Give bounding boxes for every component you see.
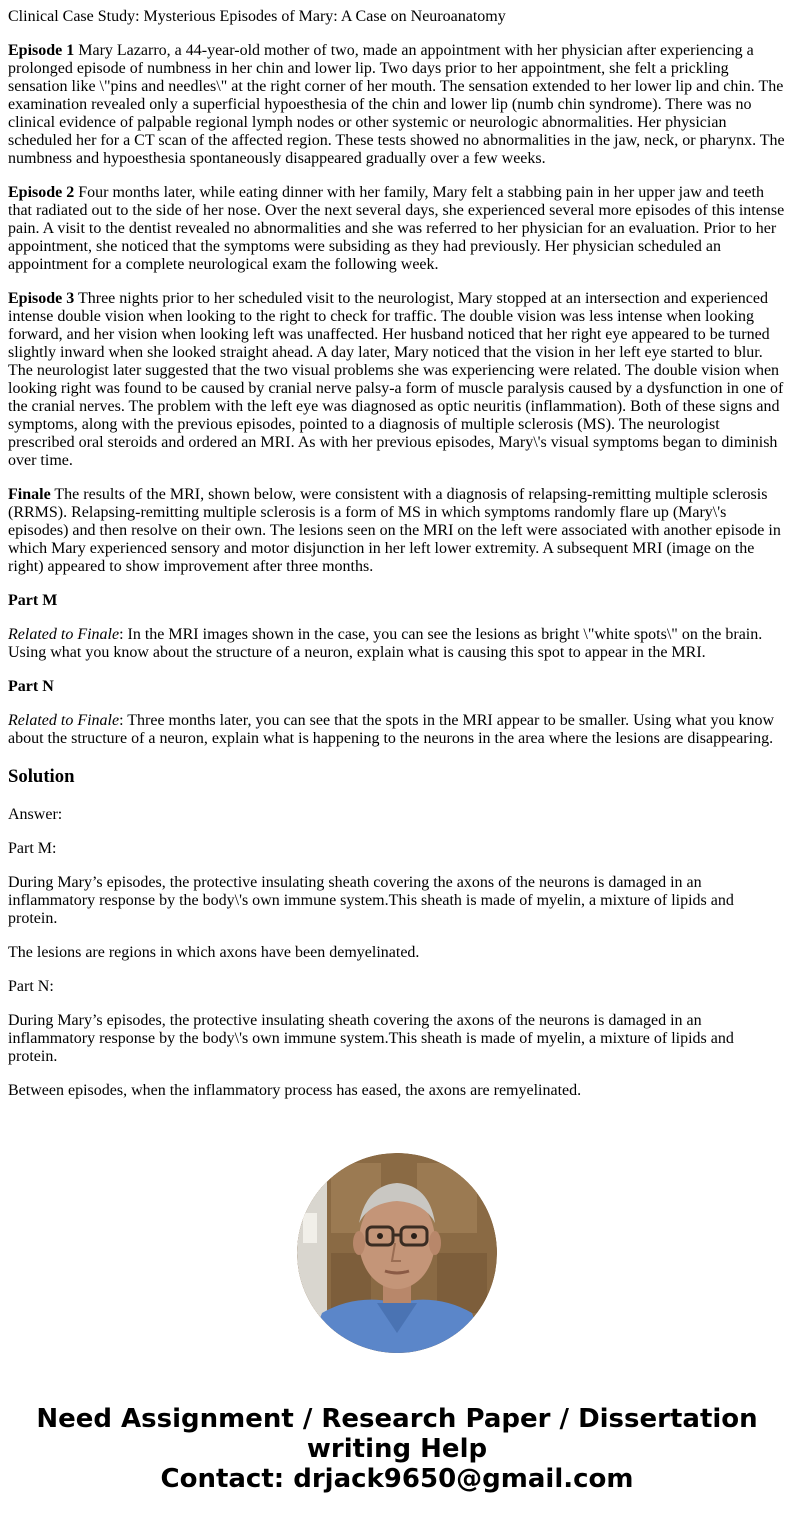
part-n-related: Related to Finale: [8, 712, 120, 729]
part-m-answer-label: Part M:: [8, 840, 57, 857]
solution-heading: Solution: [8, 766, 75, 787]
part-m-answer-paragraph-1: During Mary’s episodes, the protective insulating sheath covering the axons of the neurons is damaged in an inflammatory response by the body\'s own immune system.This sheath is made of myelin, a mixture of lipids and protein.: [8, 874, 734, 927]
part-n-question-text: : Three months later, you can see that the spots in the MRI appear to be smaller. Using what you know about the structure of a neuron, explain what is happening to the neurons in the area where the lesions are disappearing.: [8, 712, 774, 747]
part-m-question-text: : In the MRI images shown in the case, you can see the lesions as bright \"white spots\" on the brain. Using what you know about the structure of a neuron, explain what is causing this spot to appear in the MRI.: [8, 626, 763, 661]
article: [8, 0, 786, 1116]
author-portrait-image: [297, 1153, 497, 1353]
part-n-answer-paragraph-1: During Mary’s episodes, the protective insulating sheath covering the axons of the neurons is damaged in an inflammatory response by the body\'s own immune system.This sheath is made of myelin, a mixture of lipids and protein.: [8, 1012, 734, 1065]
finale-label: Finale: [8, 486, 51, 503]
episode-3-text: Three nights prior to her scheduled visit to the neurologist, Mary stopped at an intersection and experienced intense double vision when looking to the right to check for traffic. The double vision was less intense when looking forward, and her vision when looking left was unaffected. Her husband noticed that her right eye appeared to be turned slightly inward when she looked straight ahead. A day later, Mary noticed that the vision in her left eye started to blur. The neurologist later suggested that the two visual problems she was experiencing were related. The double vision when looking right was found to be caused by cranial nerve palsy-a form of muscle paralysis caused by a dysfunction in one of the cranial nerves. The problem with the left eye was diagnosed as optic neuritis (inflammation). Both of these signs and symptoms, along with the previous episodes, pointed to a diagnosis of multiple sclerosis (MS). The neurologist prescribed oral steroids and ordered an MRI. As with her previous episodes, Mary\'s visual symptoms began to diminish over time.: [8, 290, 784, 469]
finale-text: The results of the MRI, shown below, were consistent with a diagnosis of relapsing-remitting multiple sclerosis (RRMS). Relapsing-remitting multiple sclerosis is a form of MS in which symptoms randomly flare up (Mary\'s episodes) and then resolve on their own. The lesions seen on the MRI on the left were associated with another episode in which Mary experienced sensory and motor disjunction in her left lower extremity. A subsequent MRI (image on the right) appeared to show improvement after three months.: [8, 486, 781, 575]
promo-line-1: Need Assignment / Research Paper / Dissertation: [36, 1404, 758, 1434]
promo-line-2: writing Help: [306, 1434, 488, 1464]
author-avatar: [297, 1153, 497, 1353]
episode-1-text: Mary Lazarro, a 44-year-old mother of two, made an appointment with her physician after experiencing a prolonged episode of numbness in her chin and lower lip. Two days prior to her appointment, she felt a prickling sensation like \"pins and needles\" at the right corner of her mouth. The sensation extended to her lower lip and chin. The examination revealed only a superficial hypoesthesia of the chin and lower lip (numb chin syndrome). There was no clinical evidence of palpable regional lymph nodes or other systemic or neurologic abnormalities. Her physician scheduled her for a CT scan of the affected region. These tests showed no abnormalities in the jaw, neck, or pharynx. The numbness and hypoesthesia spontaneously disappeared gradually over a few weeks.: [8, 42, 785, 167]
promo-banner: [0, 1404, 794, 1494]
part-n-question: [8, 712, 786, 748]
episode-3: [8, 290, 786, 470]
part-n-answer-paragraph-2: Between episodes, when the inflammatory process has eased, the axons are remyelinated.: [8, 1082, 582, 1099]
part-n-answer-label: Part N:: [8, 978, 54, 995]
part-n-heading: [8, 678, 786, 696]
episode-3-label: Episode 3: [8, 290, 75, 307]
promo-contact: Contact: drjack9650@gmail.com: [160, 1464, 634, 1494]
part-m-answer-paragraph-2: The lesions are regions in which axons have been demyelinated.: [8, 944, 420, 961]
part-m-related: Related to Finale: [8, 626, 120, 643]
part-m-question: [8, 626, 786, 662]
part-m-heading-text: Part M: [8, 592, 58, 609]
episode-2: [8, 184, 786, 274]
page-title: Clinical Case Study: Mysterious Episodes of Mary: A Case on Neuroanatomy: [8, 8, 506, 25]
part-n-heading-text: Part N: [8, 678, 54, 695]
answer-label: Answer:: [8, 806, 63, 823]
finale: [8, 486, 786, 576]
episode-2-text: Four months later, while eating dinner with her family, Mary felt a stabbing pain in her upper jaw and teeth that radiated out to the side of her nose. Over the next several days, she experienced several more episodes of this intense pain. A visit to the dentist revealed no abnormalities and she was referred to her physician for an evaluation. Prior to her appointment, she noticed that the symptoms were subsiding as they had previously. Her physician scheduled an appointment for a complete neurological exam the following week.: [8, 184, 785, 273]
episode-2-label: Episode 2: [8, 184, 75, 201]
episode-1-label: Episode 1: [8, 42, 75, 59]
episode-1: [8, 42, 786, 168]
part-m-heading: [8, 592, 786, 610]
